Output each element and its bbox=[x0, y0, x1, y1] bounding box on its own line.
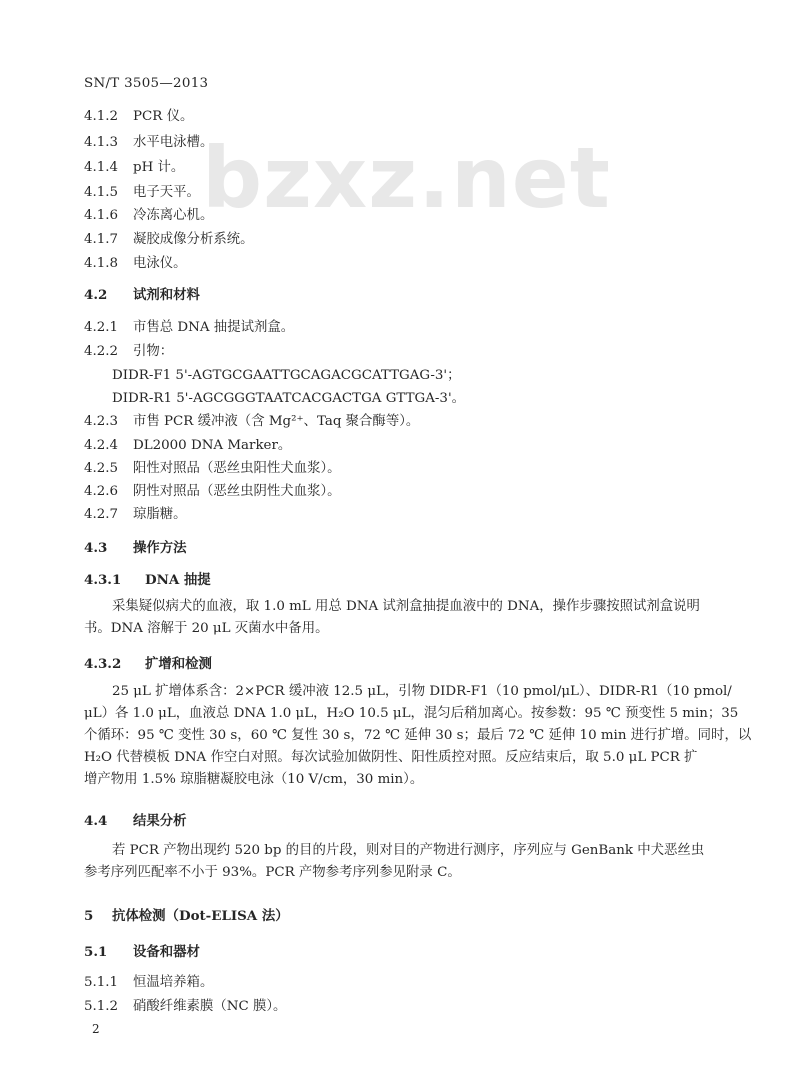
paragraph-line: 若 PCR 产物出现约 520 bp 的目的片段，则对目的产物进行测序，序列应与 GenBank 中犬恶丝虫 bbox=[112, 843, 705, 858]
item-number: 4.1.2 bbox=[84, 109, 119, 124]
item-number: 4.1.8 bbox=[84, 256, 119, 271]
chapter-title: 抗体检测（Dot-ELISA 法） bbox=[112, 908, 289, 924]
paragraph-line: 25 μL 扩增体系含：2×PCR 缓冲液 12.5 μL，引物 DIDR-F1（10 pmol/μL）、DIDR-R1（10 pmol/ bbox=[112, 684, 732, 699]
section-number: 4.4 bbox=[84, 813, 108, 829]
item-number: 4.1.4 bbox=[84, 160, 119, 175]
item-label: 恒温培养箱。 bbox=[133, 975, 214, 990]
section-title: 试剂和材料 bbox=[133, 287, 200, 303]
section-number: 4.3 bbox=[84, 540, 108, 556]
paragraph-line: μL）各 1.0 μL，血液总 DNA 1.0 μL，H₂O 10.5 μL，混匀后稍加离心。按参数：95 ℃ 预变性 5 min；35 bbox=[84, 706, 739, 721]
watermark-text: bzxz.net bbox=[202, 129, 611, 227]
item-number: 4.1.6 bbox=[84, 208, 119, 223]
item-number: 4.1.7 bbox=[84, 232, 119, 247]
item-label: 引物： bbox=[133, 344, 174, 359]
primer-sequence-forward: DIDR-F1 5'-AGTGCGAATTGCAGACGCATTGAG-3'； bbox=[112, 368, 461, 383]
item-number: 4.2.6 bbox=[84, 484, 119, 499]
paragraph-line: H₂O 代替模板 DNA 作空白对照。每次试验加做阴性、阳性质控对照。反应结束后，取 5.0 μL PCR 扩 bbox=[84, 750, 698, 765]
item-number: 4.2.2 bbox=[84, 344, 119, 359]
item-number: 5.1.2 bbox=[84, 999, 119, 1014]
subsection-title: DNA 抽提 bbox=[145, 572, 211, 588]
subsection-title: 扩增和检测 bbox=[145, 656, 212, 672]
item-label: pH 计。 bbox=[133, 160, 185, 175]
item-number: 4.1.5 bbox=[84, 185, 119, 200]
item-number: 5.1.1 bbox=[84, 975, 119, 990]
section-title: 操作方法 bbox=[133, 540, 187, 556]
item-label: 硝酸纤维素膜（NC 膜）。 bbox=[133, 999, 287, 1014]
primer-sequence-reverse: DIDR-R1 5'-AGCGGGTAATCACGACTGA GTTGA-3'。 bbox=[112, 391, 466, 406]
section-number: 5.1 bbox=[84, 944, 108, 960]
paragraph-dna-extraction bbox=[84, 596, 718, 640]
paragraph-result-analysis bbox=[84, 840, 718, 884]
paragraph-line: 参考序列匹配率不小于 93%。PCR 产物参考序列参见附录 C。 bbox=[84, 865, 461, 880]
item-label: 电泳仪。 bbox=[133, 256, 187, 271]
item-label: PCR 仪。 bbox=[133, 109, 194, 124]
item-number: 4.2.1 bbox=[84, 320, 119, 335]
standard-code: SN/T 3505—2013 bbox=[84, 76, 209, 91]
paragraph-line: 采集疑似病犬的血液，取 1.0 mL 用总 DNA 试剂盒抽提血液中的 DNA，操作步骤按照试剂盒说明 bbox=[112, 599, 700, 614]
item-label: 琼脂糖。 bbox=[133, 507, 187, 522]
item-label: 阳性对照品（恶丝虫阳性犬血浆）。 bbox=[133, 461, 341, 476]
item-label: 市售总 DNA 抽提试剂盒。 bbox=[133, 320, 295, 335]
section-title: 设备和器材 bbox=[133, 944, 200, 960]
item-label: 冷冻离心机。 bbox=[133, 208, 214, 223]
subsection-number: 4.3.1 bbox=[84, 572, 122, 588]
item-number: 4.2.3 bbox=[84, 414, 119, 429]
paragraph-amplification bbox=[84, 681, 752, 791]
item-label: 电子天平。 bbox=[133, 185, 200, 200]
paragraph-line: 个循环：95 ℃ 变性 30 s，60 ℃ 复性 30 s，72 ℃ 延伸 30 s；最后 72 ℃ 延伸 10 min 进行扩增。同时，以 bbox=[84, 728, 752, 743]
paragraph-line: 增产物用 1.5% 琼脂糖凝胶电泳（10 V/cm，30 min）。 bbox=[84, 772, 424, 787]
item-label: 水平电泳槽。 bbox=[133, 135, 214, 150]
chapter-number: 5 bbox=[84, 908, 94, 924]
item-label: 凝胶成像分析系统。 bbox=[133, 232, 254, 247]
item-number: 4.1.3 bbox=[84, 135, 119, 150]
page-number: 2 bbox=[92, 1022, 100, 1036]
item-number: 4.2.7 bbox=[84, 507, 119, 522]
item-label: 市售 PCR 缓冲液（含 Mg²⁺、Taq 聚合酶等）。 bbox=[133, 414, 420, 429]
item-label: 阴性对照品（恶丝虫阴性犬血浆）。 bbox=[133, 484, 341, 499]
subsection-number: 4.3.2 bbox=[84, 656, 122, 672]
section-title: 结果分析 bbox=[133, 813, 187, 829]
item-label: DL2000 DNA Marker。 bbox=[133, 438, 292, 453]
item-number: 4.2.5 bbox=[84, 461, 119, 476]
item-number: 4.2.4 bbox=[84, 438, 119, 453]
section-number: 4.2 bbox=[84, 287, 108, 303]
paragraph-line: 书。DNA 溶解于 20 μL 灭菌水中备用。 bbox=[84, 621, 329, 636]
